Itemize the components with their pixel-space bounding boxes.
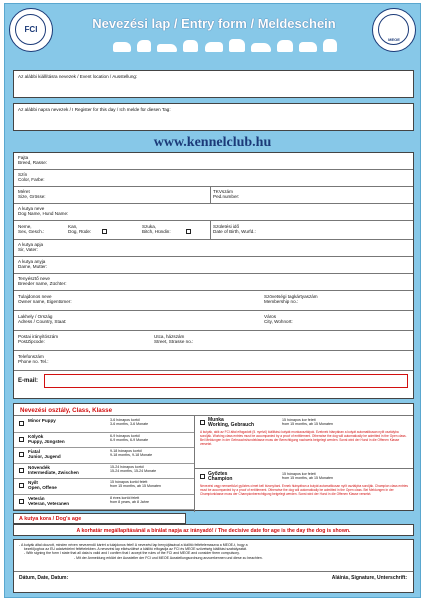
signature-label: Aláírás, Signature, Unterschrift:: [331, 575, 407, 581]
class-name: Minor Puppy: [28, 418, 56, 423]
class-age: 6-9 hónapos kortól 6-9 months, 6-9 Monate: [110, 433, 149, 442]
website-link[interactable]: www.kennelclub.hu: [153, 135, 272, 150]
zip-row[interactable]: Postai irányítószám PostZipcode: Utca, házszám Street, Strasse no.:: [14, 331, 413, 351]
working-class-age: 15 hónapos kor felett from 15 months, ab 15 Monaten: [282, 418, 333, 427]
owner-row[interactable]: Tulajdonos neve Owner name, Eigentümer: Szövetségi tagkártyaszám Membership no.:: [14, 291, 413, 311]
dam-row[interactable]: A kutya anyja Dame, Mutter:: [14, 257, 413, 274]
size-row[interactable]: Méret Size, Grösse: TKVszám Ped.number:: [14, 187, 413, 204]
class-checkbox[interactable]: [19, 468, 24, 473]
class-name: Nyílt Open, Offene: [28, 480, 57, 490]
email-label: E-mail:: [18, 378, 39, 384]
class-name: Kölyök Puppy, Jüngsten: [28, 433, 65, 444]
dog-name-row[interactable]: A kutya neve Dog Name, Hund Name:: [14, 204, 413, 221]
declaration-line-2: kezelőjoghoz az EU adatvédelmi feltételekben. A nevezési lap elkészülésé a kiállító elfogadja az FCI és MEOE szövetség kiállítási szabályzatát.: [24, 547, 247, 552]
champion-class-note: Nevezési vagy nemzetközi győztes címet kell bizonyítani. Ennek hiányában a kutyát automatikusan nyílt osztályba sorolják. Champion class entries must be accompanied by a proof of entitlement. Otherwise the dog will automatically be admitted in the Open class. Bei Meldungen in der Championklasse muss der Championberechtigung beigelegt werden. Sonst wird der Hund in die Offenen Klasse versetzt.: [200, 484, 408, 496]
class-row-divider: [14, 463, 194, 464]
class-age: 9-18 hónapos kortól 9-18 months, 9-18 Monate: [110, 449, 153, 458]
class-age: 15-24 hónapos kortól 15-24 months, 15-24 Monate: [110, 464, 157, 473]
champion-class-name: Győztes Champion: [208, 471, 233, 482]
class-checkbox[interactable]: [19, 499, 24, 504]
class-age: 3-6 hónapos kortól 3-6 months, 3-6 Monate: [110, 418, 149, 427]
register-day-field[interactable]: [13, 103, 414, 131]
fci-logo-text: FCI: [24, 25, 38, 34]
street-label: Utca, házszám Street, Strasse no.:: [154, 334, 194, 344]
decisive-date-notice: A korhatár megállapításánál a bírálat napja az irányadó! / The decisive date for age is the day the dog is shown.: [13, 524, 414, 536]
class-row-divider: [14, 494, 194, 495]
champion-class-checkbox[interactable]: [200, 474, 205, 479]
class-age: 8 éves kortól felett from 8 years, ab 8 Jahre: [110, 495, 149, 504]
champion-class-age: 15 hónapos kor felett from 15 months, ab 15 Monaten: [282, 472, 333, 481]
class-heading: Nevezési osztály, Class, Klasse: [20, 407, 113, 414]
declaration-line-3: - With signing the form I state that all data is valid and I confirm that I accept the rules of the FCI and MEOE and consider them compulsory.: [24, 551, 240, 556]
female-checkbox[interactable]: [186, 229, 191, 234]
class-section: [13, 403, 414, 511]
declaration-line-1: - A kutyák által okozott, minden néven nevezendő kárért a tulajdonos felel! A nevezési lap benyújtásával a kiállító feltételemaszva a MEOE-t, hogy a: [19, 543, 248, 547]
meoe-logo-text: MEOE: [388, 37, 400, 42]
city-label: Város City, Wohnort:: [264, 314, 293, 324]
dog-age-label-box: A kutya kora / Dog's age: [13, 513, 186, 524]
fci-logo: [9, 8, 53, 52]
class-age: 15 hónapos kortól felett from 15 months, ab 15 Monaten: [110, 480, 161, 489]
working-class-note: A kutyák, akik az FCI által elfogadott (5. nyelvű) kiállítású kutyák munkaosztályok. Ezeknek hiányában a kutyát automatikusan nyílt osztályba sorolják. Working class entries must be accompanied by a proof of entitlement. Otherwise the dog will automatically be admitted in the Open class. Bei Meldungen in der Gebrauchshundeklasse muss der Berechtigung nachweis beigelegt werden. Sonst wird der Hund in die Offenen Klasse versetzt.: [200, 430, 407, 446]
class-name: Növendék Intermediate, Zwischen: [28, 464, 79, 475]
declaration-line-4: - Mit der Anmeldung erklärt der Aussteller der FCI und MEOE Ausstellungsordnung anzuerkennen und diese zu beachten.: [74, 555, 263, 560]
class-name: Fiatal Junior, Jugend: [28, 449, 61, 459]
color-row[interactable]: Szín Color, Farbe:: [14, 170, 413, 187]
sire-row[interactable]: A kutya apja Sir, Vater:: [14, 240, 413, 257]
birth-date-label: Születési idő Date of Birth, Wurfd.:: [213, 224, 256, 234]
class-checkbox[interactable]: [19, 483, 24, 488]
dog-details-section: [13, 152, 414, 399]
entry-form-page: [4, 3, 421, 598]
declaration-section: [13, 539, 414, 593]
class-row-divider: [14, 447, 194, 448]
breed-row[interactable]: Fajta Breed, Rasse:: [14, 153, 413, 170]
stud-number-label: TKVszám Ped.number:: [213, 189, 240, 199]
phone-row[interactable]: Telefonszám Phone no. Tel.:: [14, 351, 413, 371]
register-day-label: Az alábbi napra nevezek / I Register for this day / Ich melde für diesen Tag:: [18, 107, 171, 112]
event-location-field[interactable]: [13, 70, 414, 98]
class-row-divider: [14, 432, 194, 433]
male-checkbox[interactable]: [102, 229, 107, 234]
email-input[interactable]: [44, 374, 408, 388]
page-title: Nevezési lap / Entry form / Meldeschein: [92, 16, 336, 31]
membership-label: Szövetségi tagkártyaszám Membership no.:: [264, 294, 318, 304]
class-row-divider: [14, 509, 194, 510]
event-location-label: Az alábbi kiállításra nevezek / Event location / Ausstellung:: [18, 74, 138, 79]
address-row[interactable]: Lakhely / Ország Adress / Country, Staat: Város City, Wohnort:: [14, 311, 413, 331]
working-class-name: Munka Working, Gebrauch: [208, 417, 255, 428]
meoe-logo: [372, 8, 416, 52]
date-label: Dátum, Date, Datum:: [19, 575, 69, 581]
working-class-checkbox[interactable]: [200, 420, 205, 425]
class-checkbox[interactable]: [19, 452, 24, 457]
class-row-divider: [14, 478, 194, 479]
class-name: Veterán Veteran, Veteranen: [28, 495, 70, 506]
class-checkbox[interactable]: [19, 437, 24, 442]
breeder-row[interactable]: Tenyésztő neve Breeder name, Züchter:: [14, 274, 413, 291]
sex-row: Neme, Sex, Gesch.: Kan, Dog, Rüde: Szuka, Bitch, Hündin: Születési idő Date of Birth, Wurfd.:: [14, 221, 413, 240]
class-checkbox[interactable]: [19, 421, 24, 426]
